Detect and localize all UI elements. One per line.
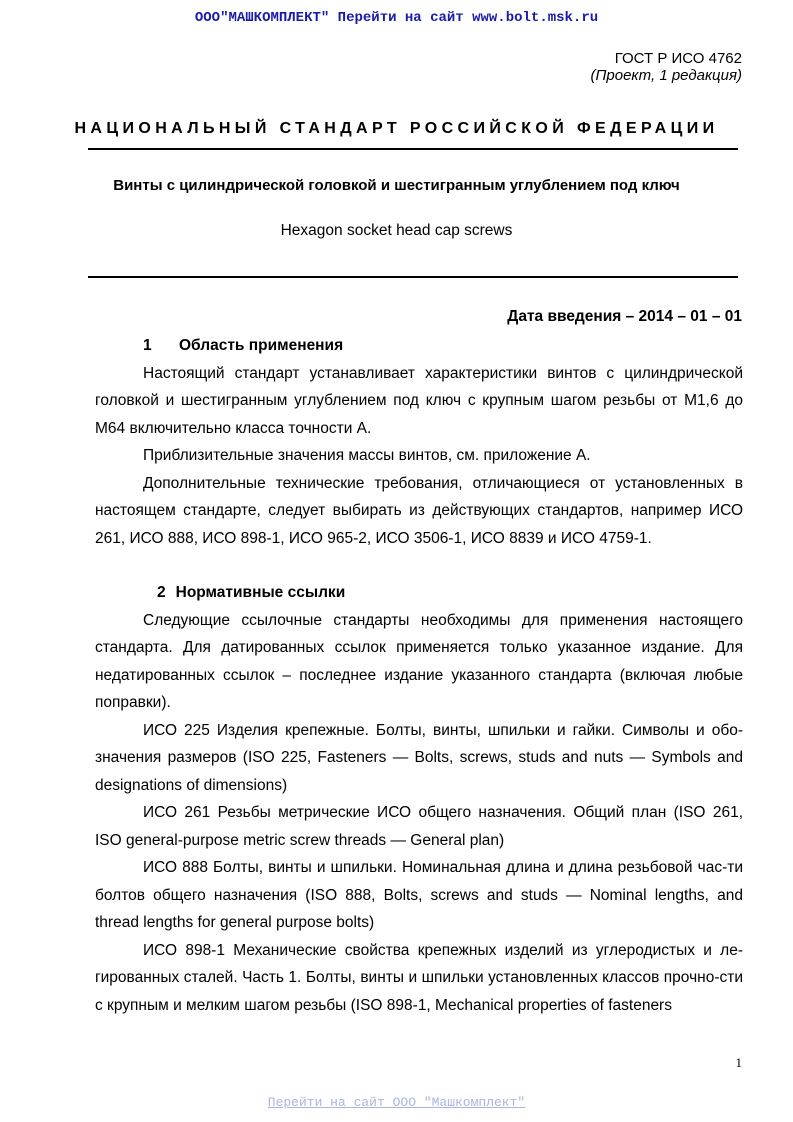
section-1-paragraph: Дополнительные технические требования, отличающиеся от установленных в настоящем стандарте, следует выбирать из действующих стандартов, например ИСО 261, ИСО 888, ИСО 898-1, ИСО 965-2, ИСО 3506-1, ИСО 8839 и ИСО 4759-1. — [95, 474, 743, 547]
section-1-paragraph: Приблизительные значения массы винтов, см. приложение А. — [143, 447, 591, 464]
bottom-divider — [88, 276, 738, 278]
reference-item: ИСО 261 Резьбы метрические ИСО общего назначения. Общий план (ISO 261, ISO general-purpose metric screw threads — General plan) — [95, 804, 743, 849]
document-body — [95, 332, 743, 1019]
section-1-heading — [95, 332, 743, 360]
page-number: 1 — [735, 1055, 742, 1070]
bottom-site-link[interactable]: Перейти на сайт ООО "Машкомплект" — [267, 1095, 526, 1110]
section-2-heading — [95, 579, 743, 607]
section-1-paragraph: Настоящий стандарт устанавливает характеристики винтов с цилиндрической головкой и шестигранным углублением под ключ с крупным шагом резьбы от М1,6 до М64 включительно класса точности А. — [95, 364, 743, 437]
reference-item: ИСО 888 Болты, винты и шпильки. Номинальная длина и длина резьбовой час-ти болтов общего назначения (ISO 888, Bolts, screws and studs — Nominal lengths, and thread lengths for general purpose bolts) — [95, 859, 743, 931]
title-russian: Винты с цилиндрической головкой и шестигранным углублением под ключ — [113, 177, 680, 194]
section-1-number: 1 — [143, 337, 152, 354]
section-2-title: Нормативные ссылки — [175, 584, 346, 601]
draft-note: (Проект, 1 редакция) — [590, 67, 742, 84]
document-code: ГОСТ Р ИСО 4762 — [614, 50, 742, 67]
title-english: Hexagon socket head cap screws — [280, 222, 513, 239]
section-2-paragraph: Следующие ссылочные стандарты необходимы для применения настоящего стандарта. Для датированных ссылок применяется только указанное издание. Для недатированных ссылок – последнее издание указанного стандарта (включая любые поправки). — [95, 611, 743, 711]
reference-item: ИСО 225 Изделия крепежные. Болты, винты, шпильки и гайки. Символы и обо-значения размеров (ISO 225, Fasteners — Bolts, screws, studs and nuts — Symbols and designations of dimensions) — [95, 721, 743, 794]
top-site-link[interactable]: ООО"МАШКОМПЛЕКТ" Перейти на сайт www.bolt.msk.ru — [194, 10, 599, 26]
section-2-number: 2 — [157, 584, 166, 601]
introduction-date: Дата введения – 2014 – 01 – 01 — [507, 308, 742, 325]
reference-item: ИСО 898-1 Механические свойства крепежных изделий из углеродистых и ле-гированных сталей. Часть 1. Болты, винты и шпильки установленных классов прочно-сти с крупным и мелким шагом резьбы (ISO 898-1, Mechanical properties of fasteners — [95, 941, 743, 1014]
national-standard-title: НАЦИОНАЛЬНЫЙ СТАНДАРТ РОССИЙСКОЙ ФЕДЕРАЦИИ — [74, 120, 719, 137]
top-divider — [88, 148, 738, 150]
section-1-title: Область применения — [179, 337, 344, 354]
